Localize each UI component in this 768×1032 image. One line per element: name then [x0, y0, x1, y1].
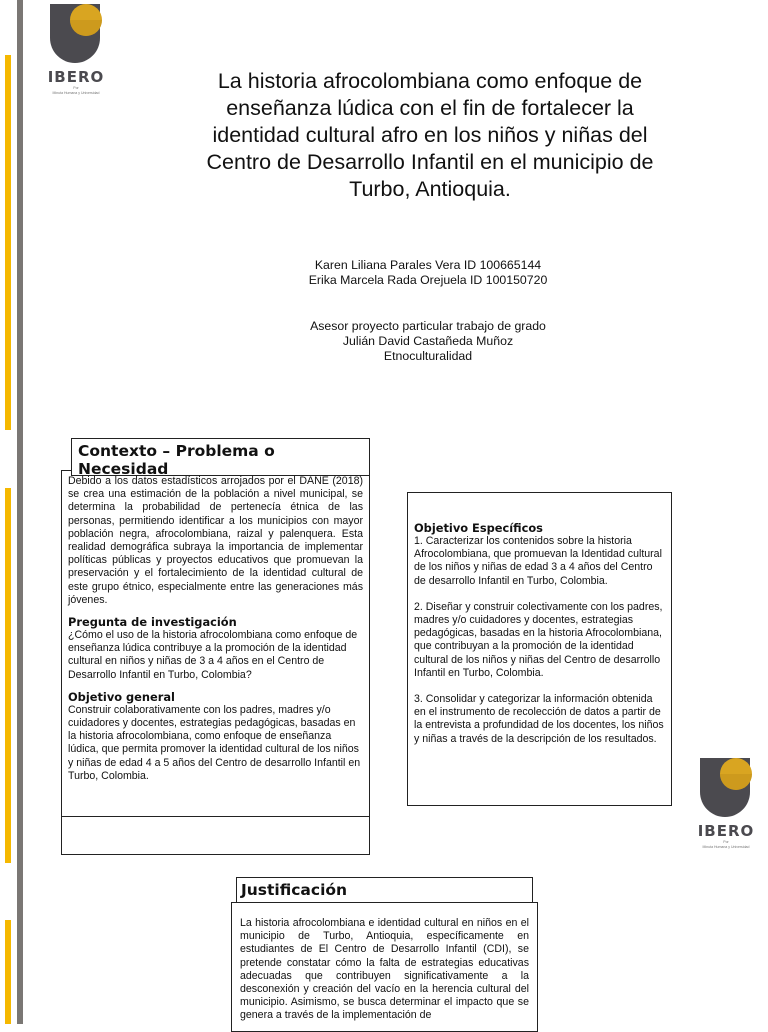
justificacion-header: Justificación	[241, 881, 348, 899]
especifico-1: 1. Caracterizar los contenidos sobre la historia Afrocolombiana, que promuevan la Identidad cultural de los niños y niñas de edad 3 a 4 años del Centro de desarrollo Infantil en Turbo, Colombia.	[414, 535, 662, 587]
ibero-logo-right	[692, 758, 760, 850]
author-1: Karen Liliana Parales Vera ID 100665144	[314, 258, 542, 272]
especifico-2: 2. Diseñar y construir colectivamente con los padres, madres y/o cuidadores y docentes, estrategias pedagógicas, basadas en la historia Afrocolombiana, que contribuyan a la promoción de la identidad cultural de los niños y niñas del Centro de desarrollo Infantil en Turbo, Colombia.	[414, 600, 663, 679]
justificacion-body-box	[231, 902, 538, 1032]
authors-block	[280, 258, 576, 288]
advisor-name: Julián David Castañeda Muñoz	[342, 334, 514, 348]
contexto-content	[68, 475, 363, 783]
contexto-header-box	[71, 438, 370, 476]
objetivo-general-body: Construir colaborativamente con los padres, madres y/o cuidadores y docentes, estrategias pedagógicas, basadas en la historia afrocolombiana, como enfoque de enseñanza lúdica, que permita promover la identidad cultural de los niños y niñas de edad 4 a 5 años del Centro de desarrollo Infantil en Turbo, Colombia.	[68, 703, 361, 782]
especifico-3: 3. Consolidar y categorizar la información obtenida en el instrumento de recolección de datos a partir de la entrevista a profundidad de los docentes, los niños y niñas a través de la descripción de los resultados.	[414, 693, 664, 745]
especificos-title: Objetivo Específicos	[414, 521, 543, 535]
author-2: Erika Marcela Rada Orejuela ID 100150720	[308, 273, 548, 287]
ibero-logo-mark-icon	[696, 758, 754, 818]
left-yellow-bar-1	[5, 55, 11, 430]
pregunta-title: Pregunta de investigación	[68, 615, 237, 630]
advisor-area: Etnoculturalidad	[383, 349, 473, 363]
document-title: La historia afrocolombiana como enfoque de enseñanza lúdica con el fin de fortalecer la identidad cultural afro en los niños y niñas del Centro de Desarrollo Infantil en el municipio de Turbo, Antioquia.	[206, 69, 654, 201]
ibero-logo	[42, 4, 110, 96]
justificacion-header-box	[236, 877, 533, 904]
especificos-box	[407, 492, 672, 806]
left-yellow-bar-3	[5, 920, 11, 1024]
logo-text: IBERO	[47, 68, 105, 86]
ibero-logo-mark-icon	[46, 4, 104, 64]
logo-tagline: Por Minuta Humana y Universidad	[702, 840, 750, 849]
left-yellow-bar-2	[5, 488, 11, 863]
contexto-divider-box	[61, 816, 370, 855]
contexto-header: Contexto – Problema o Necesidad	[78, 442, 275, 476]
pregunta-body: ¿Cómo el uso de la historia afrocolombiana como enfoque de enseñanza lúdica contribuye a la promoción de la identidad cultural en niños y niñas de 3 a 4 años en el Centro de Desarrollo Infantil en Turbo, Colombia?	[68, 629, 358, 681]
logo-text: IBERO	[697, 822, 755, 840]
contexto-body: Debido a los datos estadísticos arrojados por el DANE (2018) se crea una estimación de la población a nivel municipal, se determina la probabilidad de pertenecía étnica de las personas, permitiendo identificar a los municipios con mayor población negra, afrocolombiana, raizal y palenquera. Esta realidad demográfica subraya la importancia de implementar políticas públicas y proyectos educativos que promuevan la preservación y el fortalecimiento de la identidad cultural de este grupo étnico, especialmente entre las generaciones más jóvenes.	[68, 475, 363, 606]
advisor-block	[280, 319, 576, 364]
objetivo-general-title: Objetivo general	[68, 689, 175, 704]
justificacion-body: La historia afrocolombiana e identidad cultural en niños en el municipio de Turbo, Antioquia, específicamente en estudiantes de El Centro de Desarrollo Infantil (CDI), se pretende constatar cómo la falta de estrategias educativas adecuadas que contribuyen significativamente a la desconexión y creación del vacío en la herencia cultural del municipio. Asimismo, se busca determinar el impacto que se genera a través de la implementación de	[240, 917, 529, 1022]
logo-tagline: Por Minuta Humana y Universidad	[52, 86, 100, 95]
advisor-role: Asesor proyecto particular trabajo de grado	[310, 319, 546, 333]
left-gray-bar	[17, 0, 23, 1024]
